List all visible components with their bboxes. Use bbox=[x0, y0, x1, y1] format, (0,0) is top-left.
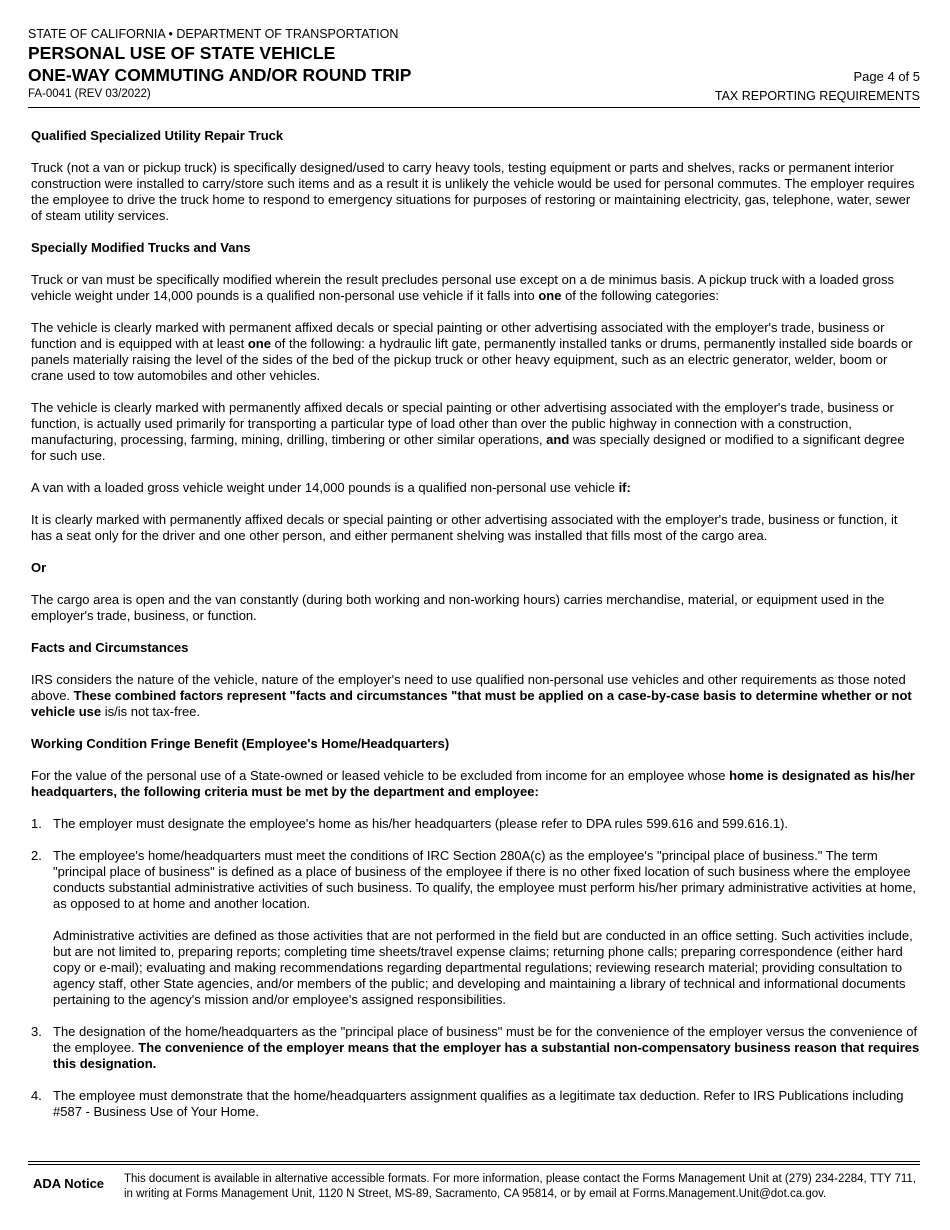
modified-vehicles-heading: Specially Modified Trucks and Vans bbox=[31, 240, 251, 255]
footer-divider-top bbox=[28, 1161, 920, 1162]
criteria-text: The employee must demonstrate that the home/headquarters assignment qualifies as a legitimate tax deduction. Refer to IRS Publications including #587 - Business Use of Your Home. bbox=[53, 1088, 904, 1119]
section-title: TAX REPORTING REQUIREMENTS bbox=[714, 89, 920, 103]
page-number: Page 4 of 5 bbox=[853, 69, 920, 84]
modified-paragraph-6: The cargo area is open and the van constantly (during both working and non-working hours) carries merchandise, material, or equipment used in the employer's trade, business, or function. bbox=[31, 592, 885, 623]
header-divider bbox=[28, 107, 920, 108]
form-title-line2: ONE-WAY COMMUTING AND/OR ROUND TRIP bbox=[28, 65, 412, 85]
list-item bbox=[31, 1088, 920, 1120]
form-number: FA-0041 (REV 03/2022) bbox=[28, 88, 151, 100]
form-title-line1: PERSONAL USE OF STATE VEHICLE bbox=[28, 43, 336, 63]
ada-notice-label: ADA Notice bbox=[33, 1176, 105, 1191]
form-header bbox=[28, 27, 920, 107]
list-number: 4. bbox=[31, 1088, 42, 1103]
modified-paragraph-5: It is clearly marked with permanently affixed decals or special painting or other advertising associated with the employer's trade, business or function, it has a seat only for the driver and one other person, and either permanent shelving was installed that fills most of the cargo area. bbox=[31, 512, 898, 543]
criteria-text: The employer must designate the employee's home as his/her headquarters (please refer to DPA rules 599.616 and 599.616.1). bbox=[53, 816, 789, 831]
list-item bbox=[31, 848, 920, 1008]
agency-line: STATE OF CALIFORNIA • DEPARTMENT OF TRANSPORTATION bbox=[28, 27, 399, 41]
criteria-text: The employee's home/headquarters must meet the conditions of IRC Section 280A(c) as the employee's "principal place of business." The term "principal place of business" is defined as a place of business of the employee if there is no other fixed location of such business where the employee conducts substantial administrative activities of such business. To qualify, the employee must perform his/her primary administrative activities at home, as opposed to at home and another location. bbox=[53, 848, 916, 911]
modified-paragraph-4: A van with a loaded gross vehicle weight under 14,000 pounds is a qualified non-personal use vehicle if: bbox=[31, 480, 631, 495]
list-number: 1. bbox=[31, 816, 42, 831]
document-body bbox=[31, 128, 920, 1136]
utility-truck-heading: Qualified Specialized Utility Repair Truck bbox=[31, 128, 284, 143]
criteria-list bbox=[31, 816, 920, 1120]
criteria-text: Administrative activities are defined as those activities that are not performed in the field but are conducted in an office setting. Such activities include, but are not limited to, preparing reports; completing time sheets/travel expense claims; returning phone calls; preparing correspondence (either hard copy or e-mail); evaluating and making recommendations regarding departmental regulations; reviewing research material; providing consultation to agency staff, other State agencies, and/or members of the public; and developing and maintaining a library of technical and informational documents pertaining to the agency's mission and/or employee's assigned responsibilities. bbox=[53, 928, 913, 1007]
utility-truck-paragraph: Truck (not a van or pickup truck) is specifically designed/used to carry heavy tools, testing equipment or parts and shelves, racks or permanent interior construction were installed to carry/store such items and as a result it is unlikely the vehicle would be used for personal commutes. The employer requires the employee to drive the truck home to respond to emergency situations for purposes of restoring or maintaining electricity, gas, telephone, water, sewer of steam utility services. bbox=[31, 160, 915, 223]
ada-notice-text: This document is available in alternative accessible formats. For more information, please contact the Forms Management Unit at (279) 234-2284, TTY 711, in writing at Forms Management Unit, 1120 N Street, MS-89, Sacramento, CA 95814, or by email at Forms.Management.Unit@dot.ca.gov. bbox=[124, 1173, 916, 1200]
list-item bbox=[31, 1024, 920, 1072]
criteria-text: The designation of the home/headquarters as the "principal place of business" must be for the convenience of the employer versus the convenience of the employee. The convenience of the employer means that the employer has a substantial non-compensatory business reason that requires this designation. bbox=[53, 1024, 920, 1071]
modified-paragraph-3: The vehicle is clearly marked with permanently affixed decals or special painting or other advertising associated with the employer's trade, business or function, is actually used primarily for transporting a particular type of load other than over the public highway in connection with a construction, manufacturing, processing, farming, mining, drilling, timbering or other similar operations, and was specially designed or modified to a significant degree for such use. bbox=[31, 400, 905, 463]
modified-paragraph-2: The vehicle is clearly marked with permanent affixed decals or special painting or other advertising associated with the employer's trade, business or function and is equipped with at least one of the following: a hydraulic lift gate, permanently installed tanks or drums, permanently installed side boards or panels materially raising the level of the sides of the bed of the pickup truck or other heavy equipment, such as an electric generator, welder, boom or crane used to tow automobiles and other vehicles. bbox=[31, 320, 913, 383]
list-item bbox=[31, 816, 920, 832]
footer-divider-bottom bbox=[28, 1164, 920, 1165]
fringe-benefit-paragraph: For the value of the personal use of a State-owned or leased vehicle to be excluded from income for an employee whose home is designated as his/her headquarters, the following criteria must be met by the department and employee: bbox=[31, 768, 915, 799]
facts-paragraph: IRS considers the nature of the vehicle, nature of the employer's need to use qualified non-personal use vehicles and other requirements as those noted above. These combined factors represent "facts and circumstances "that must be applied on a case-by-case basis to determine whether or not vehicle use is/is not tax-free. bbox=[31, 672, 912, 719]
list-number: 3. bbox=[31, 1024, 42, 1039]
fringe-benefit-heading: Working Condition Fringe Benefit (Employee's Home/Headquarters) bbox=[31, 736, 450, 751]
modified-paragraph-1: Truck or van must be specifically modified wherein the result precludes personal use except on a de minimus basis. A pickup truck with a loaded gross vehicle weight under 14,000 pounds is a qualified non-personal use vehicle if it falls into one of the following categories: bbox=[31, 272, 895, 303]
ada-notice bbox=[28, 1168, 920, 1208]
facts-heading: Facts and Circumstances bbox=[31, 640, 189, 655]
or-label: Or bbox=[31, 560, 47, 575]
list-number: 2. bbox=[31, 848, 42, 863]
